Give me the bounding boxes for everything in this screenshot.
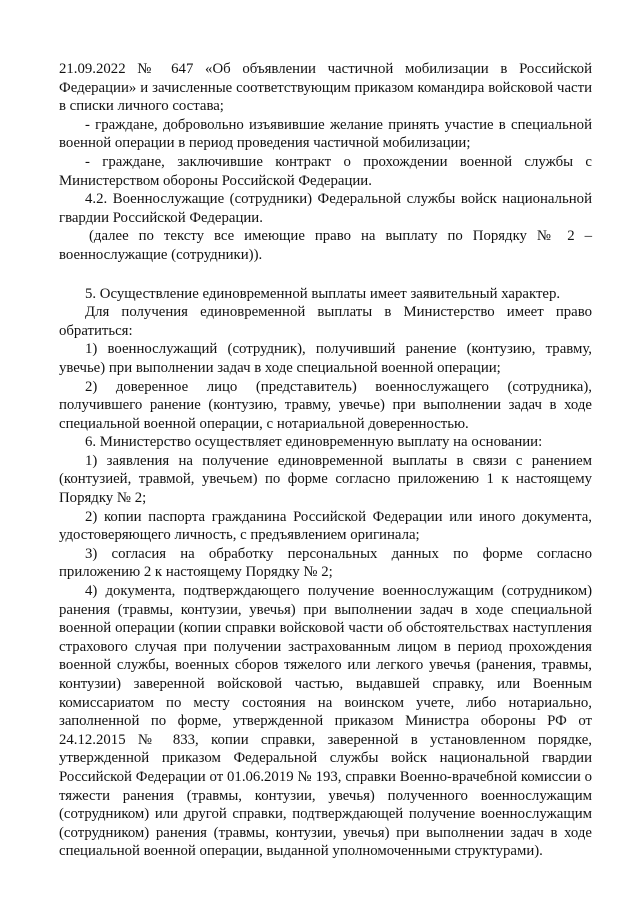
paragraph-mobilization-decree: 21.09.2022 № 647 «Об объявлении частичной мобилизации в Российской Федерации» и зачисленные соответствующим приказом командира войсковой части в списки личного состава;: [59, 61, 592, 115]
paragraph-contract-soldiers: - граждане, заключившие контракт о прохождении военной службы с Министерством обороны Российской Федерации.: [59, 153, 592, 189]
paragraph-4-2-national-guard: 4.2. Военнослужащие (сотрудники) Федеральной службы войск национальной гвардии Российской Федерации.: [59, 191, 592, 226]
list-item-ground-2: 2) копии паспорта гражданина Российской Федерации или иного документа, удостоверяющего личность, с предъявлением оригинала;: [59, 508, 592, 544]
paragraph-who-may-apply: Для получения единовременной выплаты в Министерство имеет право обратиться:: [59, 304, 592, 339]
list-item-ground-1: 1) заявления на получение единовременной выплаты в связи с ранением (контузией, травмой, увечьем) по форме согласно приложению 1 к настоящему Порядку № 2;: [59, 452, 592, 507]
paragraph-6-payment-grounds: 6. Министерство осуществляет единовременную выплату на основании:: [85, 434, 543, 451]
list-item-ground-4: 4) документа, подтверждающего получение военнослужащим (сотрудником) ранения (травмы, контузии, увечья) при выполнении задач в ходе специальной военной операции (копии справки войсковой части об обстоятельствах наступления страхового случая при получении застрахованным лицом в период прохождения военной службы, военных сборов тяжелого или легкого увечья (ранения, травмы, контузии) заверенной войсковой частью, выдавшей справку, или Военным комиссариатом по месту состояния на воинском учете, либо нотариально, заполненной по форме, утвержденной приказом Министра обороны РФ от 24.12.2015 № 833, копии справки, заверенной в установленном порядке, утвержденной приказом Федеральной службы войск национальной гвардии Российской Федерации от 01.06.2019 № 193, справки Военно-врачебной комиссии о тяжести ранения (травмы, контузии, увечья) полученного военнослужащим (сотрудником) или другой справки, подтверждающей получение военнослужащим (сотрудником) ранения (травмы, контузии, увечья) при выполнении задач в ходе специальной военной операции, выданной уполномоченными структурами).: [59, 583, 592, 860]
list-item-applicant-1: 1) военнослужащий (сотрудник), получивший ранение (контузию, травму, увечье) при выполнении задач в ходе специальной военной операции;: [59, 341, 592, 376]
paragraph-volunteers: - граждане, добровольно изъявившие желание принять участие в специальной военной операции в период проведения частичной мобилизации;: [59, 116, 592, 152]
document-page: [59, 60, 592, 861]
list-item-ground-3: 3) согласия на обработку персональных данных по форме согласно приложению 2 к настоящему Порядку № 2;: [59, 545, 592, 581]
paragraph-hereinafter-note: (далее по тексту все имеющие право на выплату по Порядку № 2 – военнослужащие (сотрудники)).: [59, 228, 592, 263]
paragraph-spacer: [59, 265, 592, 285]
paragraph-5-application-basis: 5. Осуществление единовременной выплаты имеет заявительный характер.: [85, 285, 561, 302]
list-item-applicant-2: 2) доверенное лицо (представитель) военнослужащего (сотрудника), получившего ранение (контузию, травму, увечье) при выполнении задач в ходе специальной военной операции, с нотариальной доверенностью.: [59, 378, 592, 432]
